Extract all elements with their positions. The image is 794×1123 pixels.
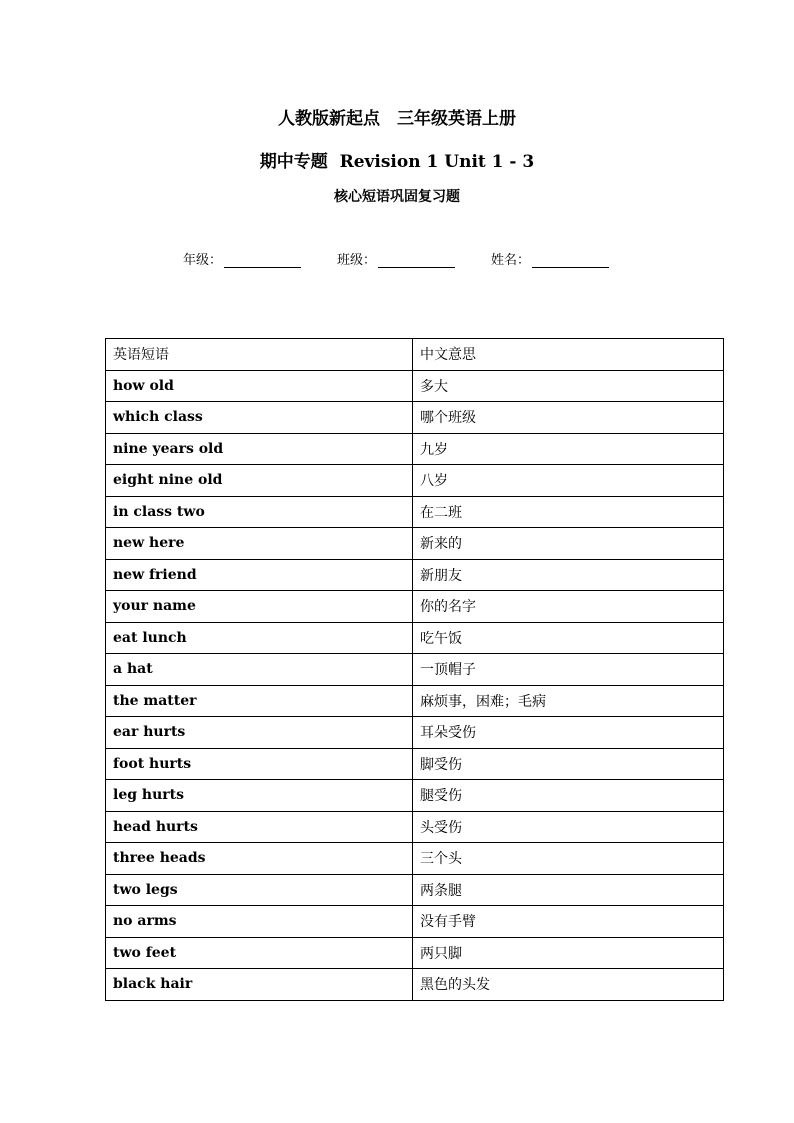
class-field xyxy=(337,249,455,268)
header-english: 英语短语 xyxy=(106,339,413,371)
page-title: 人教版新起点 三年级英语上册 xyxy=(278,109,516,129)
table-row xyxy=(106,717,724,749)
phrase-english: eight nine old xyxy=(106,465,413,497)
phrase-chinese: 你的名字 xyxy=(413,591,724,623)
phrase-english: eat lunch xyxy=(106,622,413,654)
table-row xyxy=(106,969,724,1001)
phrase-english: black hair xyxy=(106,969,413,1001)
phrase-chinese: 一顶帽子 xyxy=(413,654,724,686)
phrase-chinese: 头受伤 xyxy=(413,811,724,843)
name-blank[interactable] xyxy=(532,252,609,268)
phrase-chinese: 三个头 xyxy=(413,843,724,875)
phrase-chinese: 新来的 xyxy=(413,528,724,560)
phrase-chinese: 麻烦事，困难；毛病 xyxy=(413,685,724,717)
phrase-english: a hat xyxy=(106,654,413,686)
name-label: 姓名： xyxy=(491,253,531,268)
phrase-english: in class two xyxy=(106,496,413,528)
class-label: 班级： xyxy=(337,253,377,268)
phrase-chinese: 九岁 xyxy=(413,433,724,465)
phrase-english: three heads xyxy=(106,843,413,875)
phrase-english: new friend xyxy=(106,559,413,591)
phrase-chinese: 两只脚 xyxy=(413,937,724,969)
phrase-english: which class xyxy=(106,402,413,434)
table-row xyxy=(106,465,724,497)
phrase-chinese: 多大 xyxy=(413,370,724,402)
phrase-chinese: 吃午饭 xyxy=(413,622,724,654)
phrase-english: leg hurts xyxy=(106,780,413,812)
phrase-chinese: 耳朵受伤 xyxy=(413,717,724,749)
phrase-chinese: 在二班 xyxy=(413,496,724,528)
section-heading: 核心短语巩固复习题 xyxy=(334,189,460,205)
table-header-row xyxy=(106,339,724,371)
phrase-english: ear hurts xyxy=(106,717,413,749)
phrase-chinese: 没有手臂 xyxy=(413,906,724,938)
phrase-chinese: 哪个班级 xyxy=(413,402,724,434)
phrase-english: how old xyxy=(106,370,413,402)
phrase-chinese: 两条腿 xyxy=(413,874,724,906)
header-chinese: 中文意思 xyxy=(413,339,724,371)
table-row xyxy=(106,622,724,654)
table-row xyxy=(106,811,724,843)
phrase-chinese: 脚受伤 xyxy=(413,748,724,780)
table-row xyxy=(106,843,724,875)
table-row xyxy=(106,748,724,780)
phrase-table xyxy=(105,338,724,1001)
table-row xyxy=(106,528,724,560)
page-subtitle: 期中专题 Revision 1 Unit 1 - 3 xyxy=(259,152,535,172)
grade-field xyxy=(183,249,301,268)
phrase-chinese: 腿受伤 xyxy=(413,780,724,812)
table-row xyxy=(106,402,724,434)
table-row xyxy=(106,906,724,938)
phrase-english: no arms xyxy=(106,906,413,938)
phrase-english: new here xyxy=(106,528,413,560)
table-row xyxy=(106,370,724,402)
table-row xyxy=(106,496,724,528)
table-row xyxy=(106,780,724,812)
grade-blank[interactable] xyxy=(224,252,301,268)
table-row xyxy=(106,591,724,623)
table-row xyxy=(106,874,724,906)
phrase-chinese: 八岁 xyxy=(413,465,724,497)
phrase-chinese: 新朋友 xyxy=(413,559,724,591)
table-row xyxy=(106,433,724,465)
table-row xyxy=(106,654,724,686)
name-field xyxy=(491,249,609,268)
phrase-english: your name xyxy=(106,591,413,623)
phrase-chinese: 黑色的头发 xyxy=(413,969,724,1001)
phrase-english: nine years old xyxy=(106,433,413,465)
class-blank[interactable] xyxy=(378,252,455,268)
phrase-english: head hurts xyxy=(106,811,413,843)
table-row xyxy=(106,937,724,969)
grade-label: 年级： xyxy=(183,253,223,268)
table-row xyxy=(106,685,724,717)
phrase-english: the matter xyxy=(106,685,413,717)
phrase-english: two legs xyxy=(106,874,413,906)
table-row xyxy=(106,559,724,591)
phrase-english: two feet xyxy=(106,937,413,969)
phrase-english: foot hurts xyxy=(106,748,413,780)
